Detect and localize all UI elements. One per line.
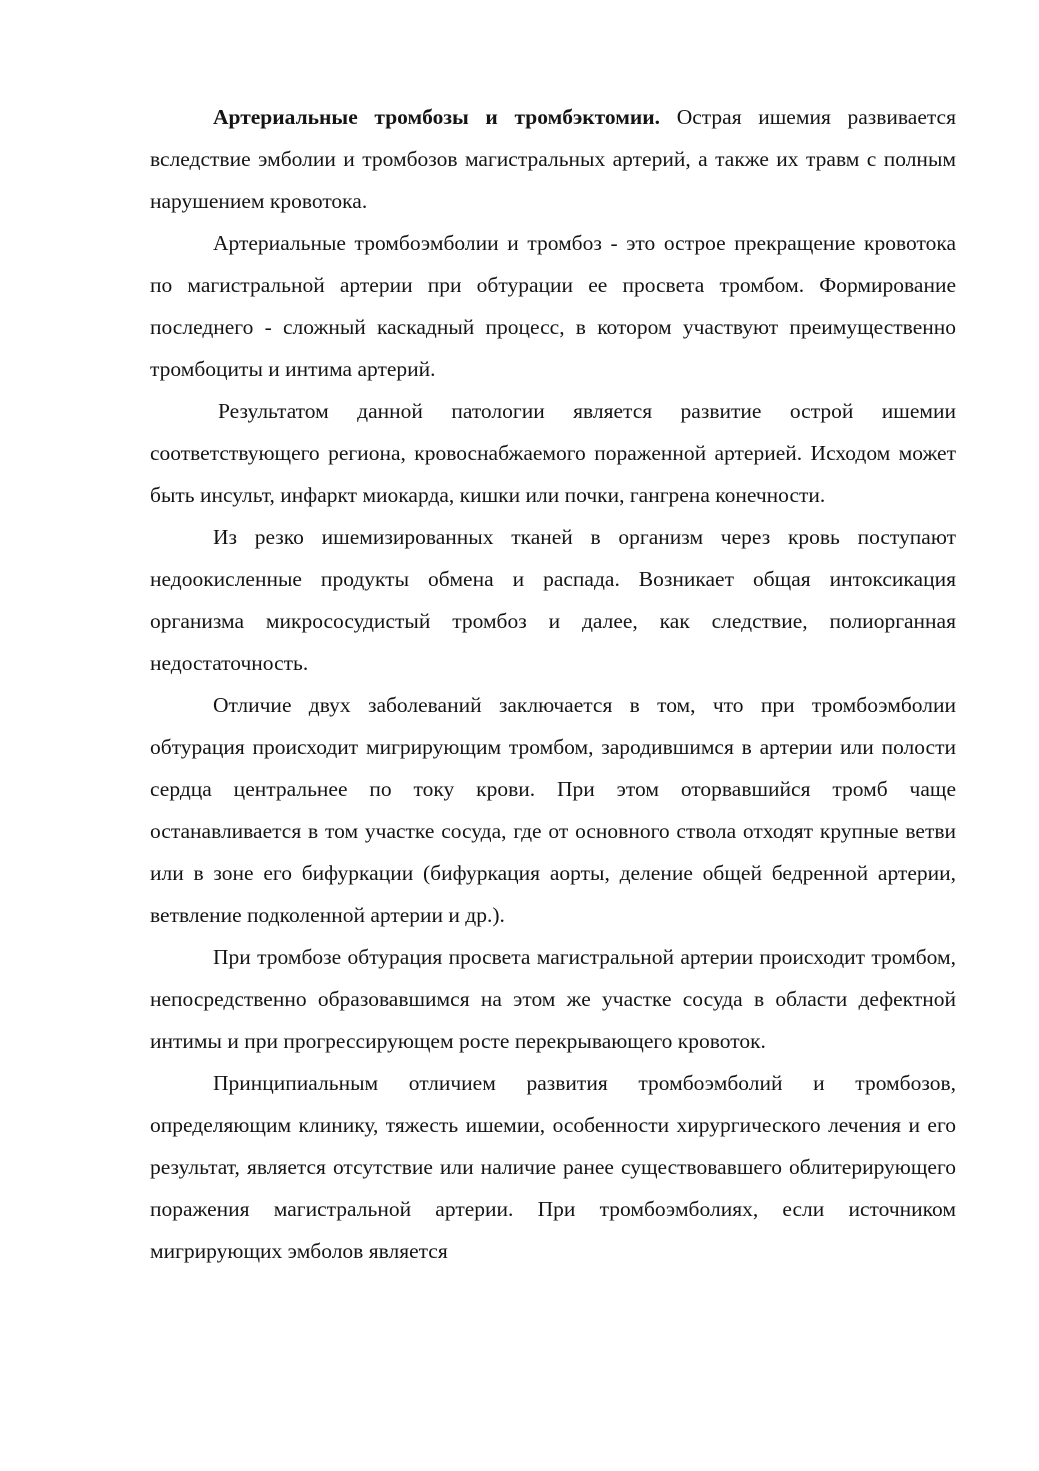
document-page xyxy=(150,96,956,1272)
paragraph-7: Принципиальным отличием развития тромбоэмболий и тромбозов, определяющим клинику, тяжесть ишемии, особенности хирургического лечения и его результат, является отсутствие или наличие ранее существовавшего облитерирующего поражения магистральной артерии. При тромбоэмболиях, если источником мигрирующих эмболов является xyxy=(150,1071,956,1263)
paragraph-1-text: Острая ишемия развивается вследствие эмболии и тромбозов магистральных артерий, а также их травм с полным нарушением кровотока. xyxy=(150,105,956,213)
paragraph-1 xyxy=(150,96,956,222)
paragraph-6: При тромбозе обтурация просвета магистральной артерии происходит тромбом, непосредственно образовавшимся на этом же участке сосуда в области дефектной интимы и при прогрессирующем росте перекрывающего кровоток. xyxy=(150,945,956,1053)
paragraph-2: Артериальные тромбоэмболии и тромбоз - это острое прекращение кровотока по магистральной артерии при обтурации ее просвета тромбом. Формирование последнего - сложный каскадный процесс, в котором участвуют преимущественно тромбоциты и интима артерий. xyxy=(150,231,956,381)
paragraph-4: Из резко ишемизированных тканей в организм через кровь поступают недоокисленные продукты обмена и распада. Возникает общая интоксикация организма микрососудистый тромбоз и далее, как следствие, полиорганная недостаточность. xyxy=(150,525,956,675)
paragraph-5: Отличие двух заболеваний заключается в том, что при тромбоэмболии обтурация происходит мигрирующим тромбом, зародившимся в артерии или полости сердца центральнее по току крови. При этом оторвавшийся тромб чаще останавливается в том участке сосуда, где от основного ствола отходят крупные ветви или в зоне его бифуркации (бифуркация аорты, деление общей бедренной артерии, ветвление подколенной артерии и др.). xyxy=(150,693,956,927)
section-heading: Артериальные тромбозы и тромбэктомии. xyxy=(213,105,661,129)
paragraph-3: Результатом данной патологии является развитие острой ишемии соответствующего региона, кровоснабжаемого пораженной артерией. Исходом может быть инсульт, инфаркт миокарда, кишки или почки, гангрена конечности. xyxy=(150,399,956,507)
